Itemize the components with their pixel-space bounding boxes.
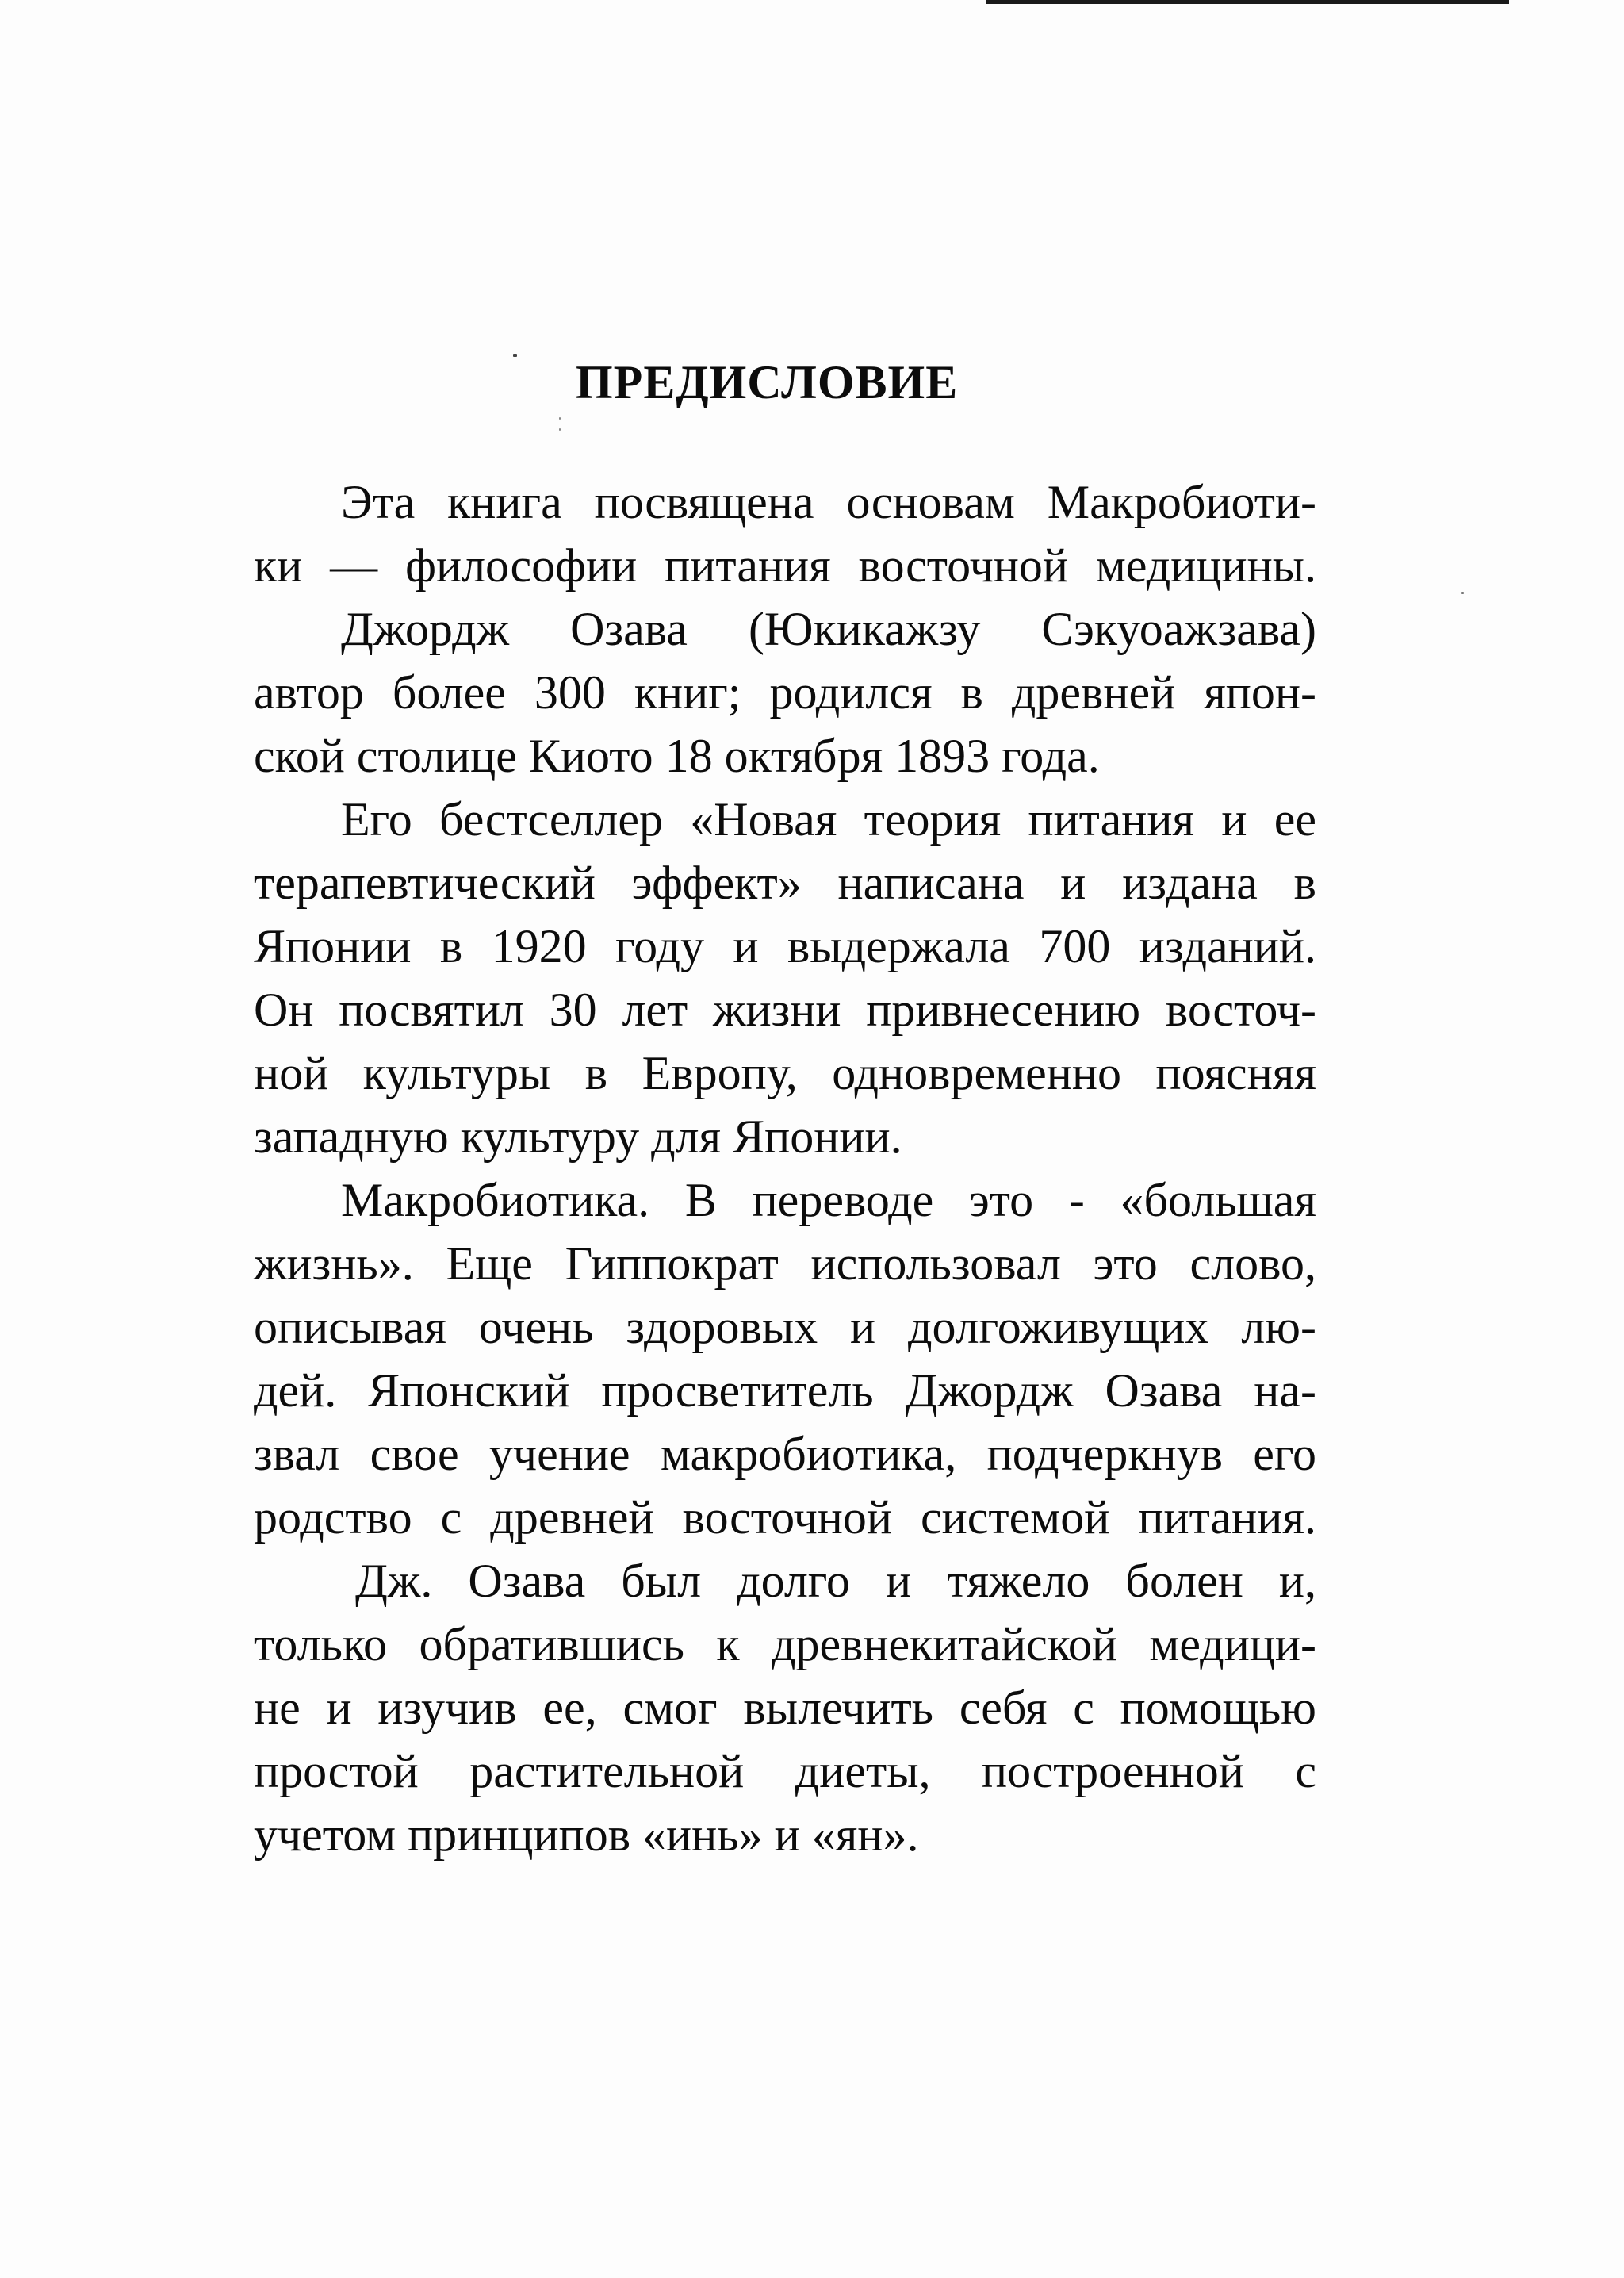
text-line: Макробиотика. В переводе это - «большая xyxy=(341,1174,1316,1226)
text-line: Его бестселлер «Новая теория питания и ее xyxy=(341,793,1316,846)
text-line: не и изучив ее, смог вылечить себя с помощью xyxy=(254,1682,1316,1734)
text-line: автор более 300 книг; родился в древней япон- xyxy=(254,666,1316,719)
text-line: ной культуры в Европу, одновременно поясняя xyxy=(254,1047,1316,1099)
text-line: описывая очень здоровых и долгоживущих лю- xyxy=(254,1301,1316,1353)
text-line: звал свое учение макробиотика, подчеркнув его xyxy=(254,1428,1316,1480)
text-line: ки — философии питания восточной медицины. xyxy=(254,539,1316,592)
text-line: простой растительной диеты, построенной с xyxy=(254,1745,1316,1797)
text-line: Эта книга посвящена основам Макробиоти- xyxy=(341,476,1316,528)
text-line: дей. Японский просветитель Джордж Озава на- xyxy=(254,1364,1316,1417)
scan-speck xyxy=(1461,592,1464,594)
text-line: Японии в 1920 году и выдержала 700 изданий. xyxy=(254,920,1316,972)
text-line: терапевтический эффект» написана и издана в xyxy=(254,857,1316,909)
text-line: учетом принципов «инь» и «ян». xyxy=(254,1808,919,1861)
text-line: Дж. Озава был долго и тяжело болен и, xyxy=(355,1555,1316,1607)
text-line: Джордж Озава (Юкикажзу Сэкуоажзава) xyxy=(341,603,1316,655)
scan-speck xyxy=(559,428,561,431)
scan-speck xyxy=(513,354,517,357)
body-text xyxy=(254,470,1316,1866)
text-line: западную культуру для Японии. xyxy=(254,1110,902,1163)
page-title: ПРЕДИСЛОВИЕ xyxy=(576,356,959,408)
text-line: Он посвятил 30 лет жизни привнесению восточ- xyxy=(254,984,1316,1036)
scan-speck xyxy=(559,417,561,420)
text-line: ской столице Киото 18 октября 1893 года. xyxy=(254,730,1100,782)
text-line: жизнь». Еще Гиппократ использовал это слово, xyxy=(254,1237,1316,1290)
text-line: только обратившись к древнекитайской медици- xyxy=(254,1618,1316,1670)
top-rule xyxy=(986,0,1509,4)
text-line: родство с древней восточной системой питания. xyxy=(254,1491,1316,1544)
